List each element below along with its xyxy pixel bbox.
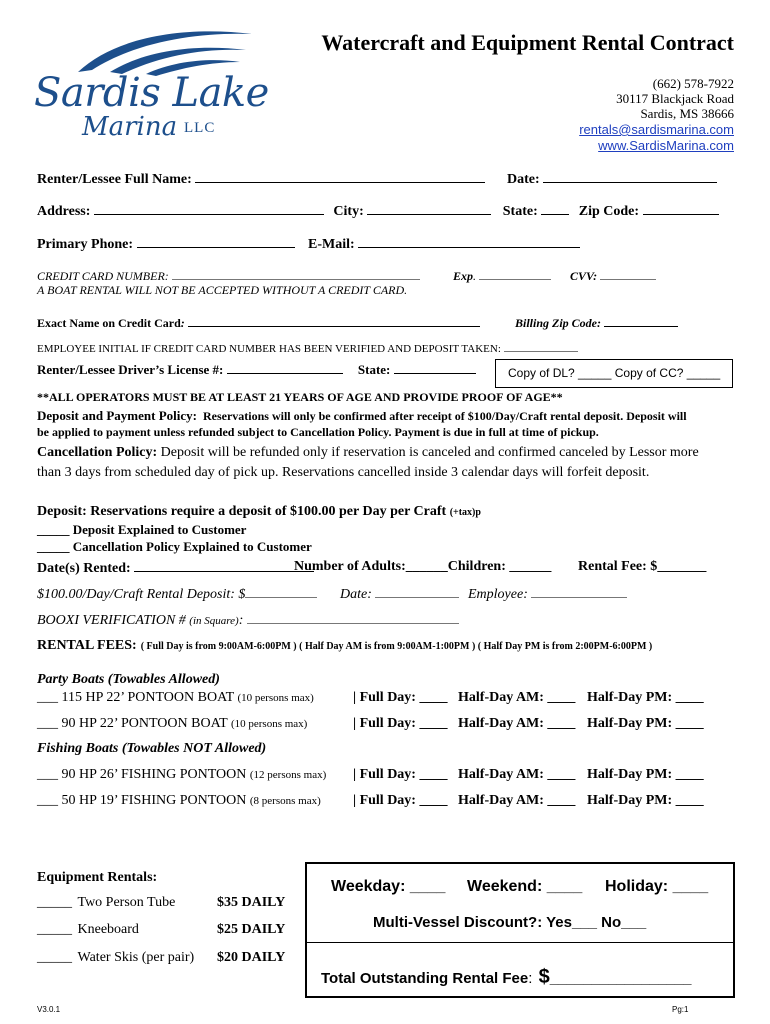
address-label: Address:: [37, 204, 91, 219]
logo-llc: LLC: [184, 120, 216, 136]
equipment-check[interactable]: _____: [37, 895, 72, 910]
license-field[interactable]: [227, 361, 343, 374]
contact-email-link[interactable]: rentals@sardismarina.com: [579, 122, 734, 137]
equipment-name: Kneeboard: [77, 922, 139, 937]
equipment-row: [37, 950, 297, 968]
cancel-policy-heading: Cancellation Policy:: [37, 445, 158, 460]
half-pm-field[interactable]: Half-Day PM: ____: [587, 767, 704, 782]
total-fee-colon: :: [528, 970, 533, 987]
rental-fees-heading: RENTAL FEES:: [37, 638, 137, 653]
contact-city: Sardis, MS 38666: [640, 106, 734, 121]
craft-deposit-field[interactable]: [245, 585, 317, 598]
fishing-boats-heading: Fishing Boats (Towables NOT Allowed): [37, 741, 267, 756]
boat-row: [37, 767, 737, 785]
total-fee-field[interactable]: _________________: [549, 970, 692, 987]
equipment-name: Water Skis (per pair): [77, 950, 195, 965]
children-field[interactable]: ______: [509, 559, 552, 574]
boat-check[interactable]: ___: [37, 767, 58, 782]
full-day-field[interactable]: | Full Day: ____: [353, 793, 448, 808]
craft-deposit-label: $100.00/Day/Craft Rental Deposit: $: [37, 587, 246, 602]
boat-check[interactable]: ___: [37, 690, 58, 705]
half-am-field[interactable]: Half-Day AM: ____: [458, 767, 576, 782]
total-dollar-sign: $: [538, 966, 550, 988]
equipment-name: Two Person Tube: [77, 895, 176, 910]
boat-check[interactable]: ___: [37, 716, 58, 731]
rental-fees-hours: ( Full Day is from 9:00AM-6:00PM ) ( Half Day AM is from 9:00AM-1:00PM ) ( Half Day PM is from 2:00PM-6:00PM ): [140, 641, 653, 652]
total-fee-label: Total Outstanding Rental Fee: [321, 970, 529, 987]
state-label: State:: [502, 204, 538, 219]
employee-initial-field[interactable]: [504, 339, 578, 352]
half-pm-field[interactable]: Half-Day PM: ____: [587, 793, 704, 808]
summary-box: [305, 862, 735, 998]
deposit-policy-text-1: Reservations will only be confirmed after receipt of $100/Day/Craft rental deposit. Deposit will: [202, 409, 687, 423]
weekday-field[interactable]: Weekday: ____: [331, 878, 446, 895]
employee-label: Employee:: [468, 587, 528, 602]
copy-check-text: Copy of DL? _____ Copy of CC? _____: [508, 366, 721, 380]
exact-name-label: Exact Name on Credit Card: [37, 316, 181, 330]
half-pm-field[interactable]: Half-Day PM: ____: [587, 716, 704, 731]
half-am-field[interactable]: Half-Day AM: ____: [458, 793, 576, 808]
deposit-date-label: Date:: [340, 587, 372, 602]
contact-phone: (662) 578-7922: [652, 76, 734, 91]
page-number: Pg:1: [672, 1005, 689, 1014]
boat-row: [37, 690, 737, 708]
cancel-policy-text-2: than 3 days from scheduled day of pick up. Reservations cancelled inside 3 calendar days will forfeit deposit.: [37, 465, 650, 480]
deposit-tax-note: (+tax)p: [449, 507, 481, 518]
logo-marina: Marina: [82, 112, 178, 142]
boat-name: 90 HP 22’ PONTOON BOAT: [61, 716, 228, 731]
renter-name-field[interactable]: [195, 170, 485, 183]
billing-zip-label: Billing Zip Code:: [515, 316, 602, 330]
boat-capacity: (12 persons max): [249, 769, 327, 781]
date-label: Date:: [507, 172, 540, 187]
dates-rented-label: Date(s) Rented:: [37, 561, 131, 576]
equipment-row: [37, 922, 297, 940]
equipment-price: $35 DAILY: [217, 895, 286, 910]
logo-name: Sardis Lake: [34, 70, 269, 116]
booxi-label: BOOXI VERIFICATION #: [37, 613, 186, 628]
license-state-label: State:: [357, 362, 391, 377]
copy-checkbox-box[interactable]: [495, 359, 733, 388]
license-label: Renter/Lessee Driver’s License #:: [37, 362, 224, 377]
equipment-row: [37, 895, 297, 913]
state-field[interactable]: [541, 202, 569, 215]
boat-name: 115 HP 22’ PONTOON BOAT: [61, 690, 234, 705]
billing-zip-field[interactable]: [604, 314, 678, 327]
deposit-heading: Deposit: Reservations require a deposit of $100.00 per Day per Craft: [37, 504, 447, 519]
city-label: City:: [333, 204, 364, 219]
address-field[interactable]: [94, 202, 324, 215]
children-label: Children:: [447, 559, 506, 574]
card-number-label: CREDIT CARD NUMBER: [37, 269, 165, 283]
adults-label: Number of Adults:: [294, 559, 406, 574]
exp-label: Exp: [453, 269, 474, 283]
employee-field[interactable]: [531, 585, 627, 598]
date-field[interactable]: [543, 170, 717, 183]
equipment-heading: Equipment Rentals:: [37, 870, 158, 885]
summary-divider: [307, 942, 733, 943]
employee-initial-label: EMPLOYEE INITIAL IF CREDIT CARD NUMBER HAS BEEN VERIFIED AND DEPOSIT TAKEN:: [37, 343, 501, 355]
equipment-check[interactable]: _____: [37, 950, 72, 965]
boat-capacity: (10 persons max): [237, 692, 314, 704]
license-state-field[interactable]: [394, 361, 476, 374]
logo: [34, 24, 274, 144]
deposit-date-field[interactable]: [375, 585, 459, 598]
rental-fee-field[interactable]: _______: [657, 559, 707, 574]
booxi-colon: :: [238, 613, 244, 628]
party-boats-heading: Party Boats (Towables Allowed): [37, 672, 220, 687]
cancel-explained-check[interactable]: _____ Cancellation Policy Explained to Customer: [37, 539, 312, 554]
card-number-field[interactable]: [172, 267, 420, 280]
exp-dot: .: [473, 269, 477, 283]
half-am-field[interactable]: Half-Day AM: ____: [458, 690, 576, 705]
boat-capacity: (8 persons max): [249, 795, 321, 807]
email-label: E-Mail:: [308, 237, 355, 252]
full-day-field[interactable]: | Full Day: ____: [353, 690, 448, 705]
boat-name: 50 HP 19’ FISHING PONTOON: [61, 793, 247, 808]
phone-field[interactable]: [137, 235, 295, 248]
boat-row: [37, 793, 737, 811]
phone-label: Primary Phone:: [37, 237, 134, 252]
deposit-policy-heading: Deposit and Payment Policy:: [37, 408, 197, 423]
boat-row: [37, 716, 737, 734]
email-field[interactable]: [358, 235, 580, 248]
booxi-field[interactable]: [247, 611, 459, 624]
deposit-policy-text-2: be applied to payment unless refunded subject to Cancellation Policy. Payment is due in full at time of pickup.: [37, 425, 599, 439]
deposit-explained-check[interactable]: _____ Deposit Explained to Customer: [37, 522, 247, 537]
document-title: Watercraft and Equipment Rental Contract: [321, 30, 734, 55]
age-notice: **ALL OPERATORS MUST BE AT LEAST 21 YEARS OF AGE AND PROVIDE PROOF OF AGE**: [37, 390, 563, 404]
equipment-price: $20 DAILY: [217, 950, 286, 965]
cvv-label: CVV:: [570, 269, 598, 283]
version-label: V3.0.1: [37, 1005, 61, 1014]
zip-field[interactable]: [643, 202, 719, 215]
exp-field[interactable]: [479, 267, 551, 280]
rental-fee-label: Rental Fee: $: [578, 559, 658, 574]
cvv-field[interactable]: [600, 267, 656, 280]
full-day-field[interactable]: | Full Day: ____: [353, 716, 448, 731]
boat-check[interactable]: ___: [37, 793, 58, 808]
card-number-colon: :: [164, 269, 169, 283]
equipment-check[interactable]: _____: [37, 922, 72, 937]
card-required-notice: A BOAT RENTAL WILL NOT BE ACCEPTED WITHOUT A CREDIT CARD.: [37, 283, 408, 297]
multi-vessel-discount[interactable]: Multi-Vessel Discount?: Yes___ No___: [373, 914, 647, 931]
weekend-field[interactable]: Weekend: ____: [467, 878, 583, 895]
exact-name-colon: :: [180, 316, 185, 330]
holiday-field[interactable]: Holiday: ____: [605, 878, 709, 895]
exact-name-field[interactable]: [188, 314, 480, 327]
contact-street: 30117 Blackjack Road: [616, 91, 734, 106]
boat-capacity: (10 persons max): [230, 718, 308, 730]
dates-rented-field[interactable]: [134, 559, 314, 572]
booxi-note: (in Square): [189, 615, 239, 627]
boat-name: 90 HP 26’ FISHING PONTOON: [61, 767, 247, 782]
city-field[interactable]: [367, 202, 491, 215]
renter-name-label: Renter/Lessee Full Name:: [37, 172, 192, 187]
adults-field[interactable]: ______: [405, 559, 448, 574]
equipment-price: $25 DAILY: [217, 922, 286, 937]
half-am-field[interactable]: Half-Day AM: ____: [458, 716, 576, 731]
cancel-policy-text-1: Deposit will be refunded only if reservation is canceled and confirmed canceled by Lessor more: [160, 445, 699, 460]
zip-label: Zip Code:: [578, 204, 640, 219]
full-day-field[interactable]: | Full Day: ____: [353, 767, 448, 782]
half-pm-field[interactable]: Half-Day PM: ____: [587, 690, 704, 705]
contact-website-link[interactable]: www.SardisMarina.com: [598, 138, 734, 153]
